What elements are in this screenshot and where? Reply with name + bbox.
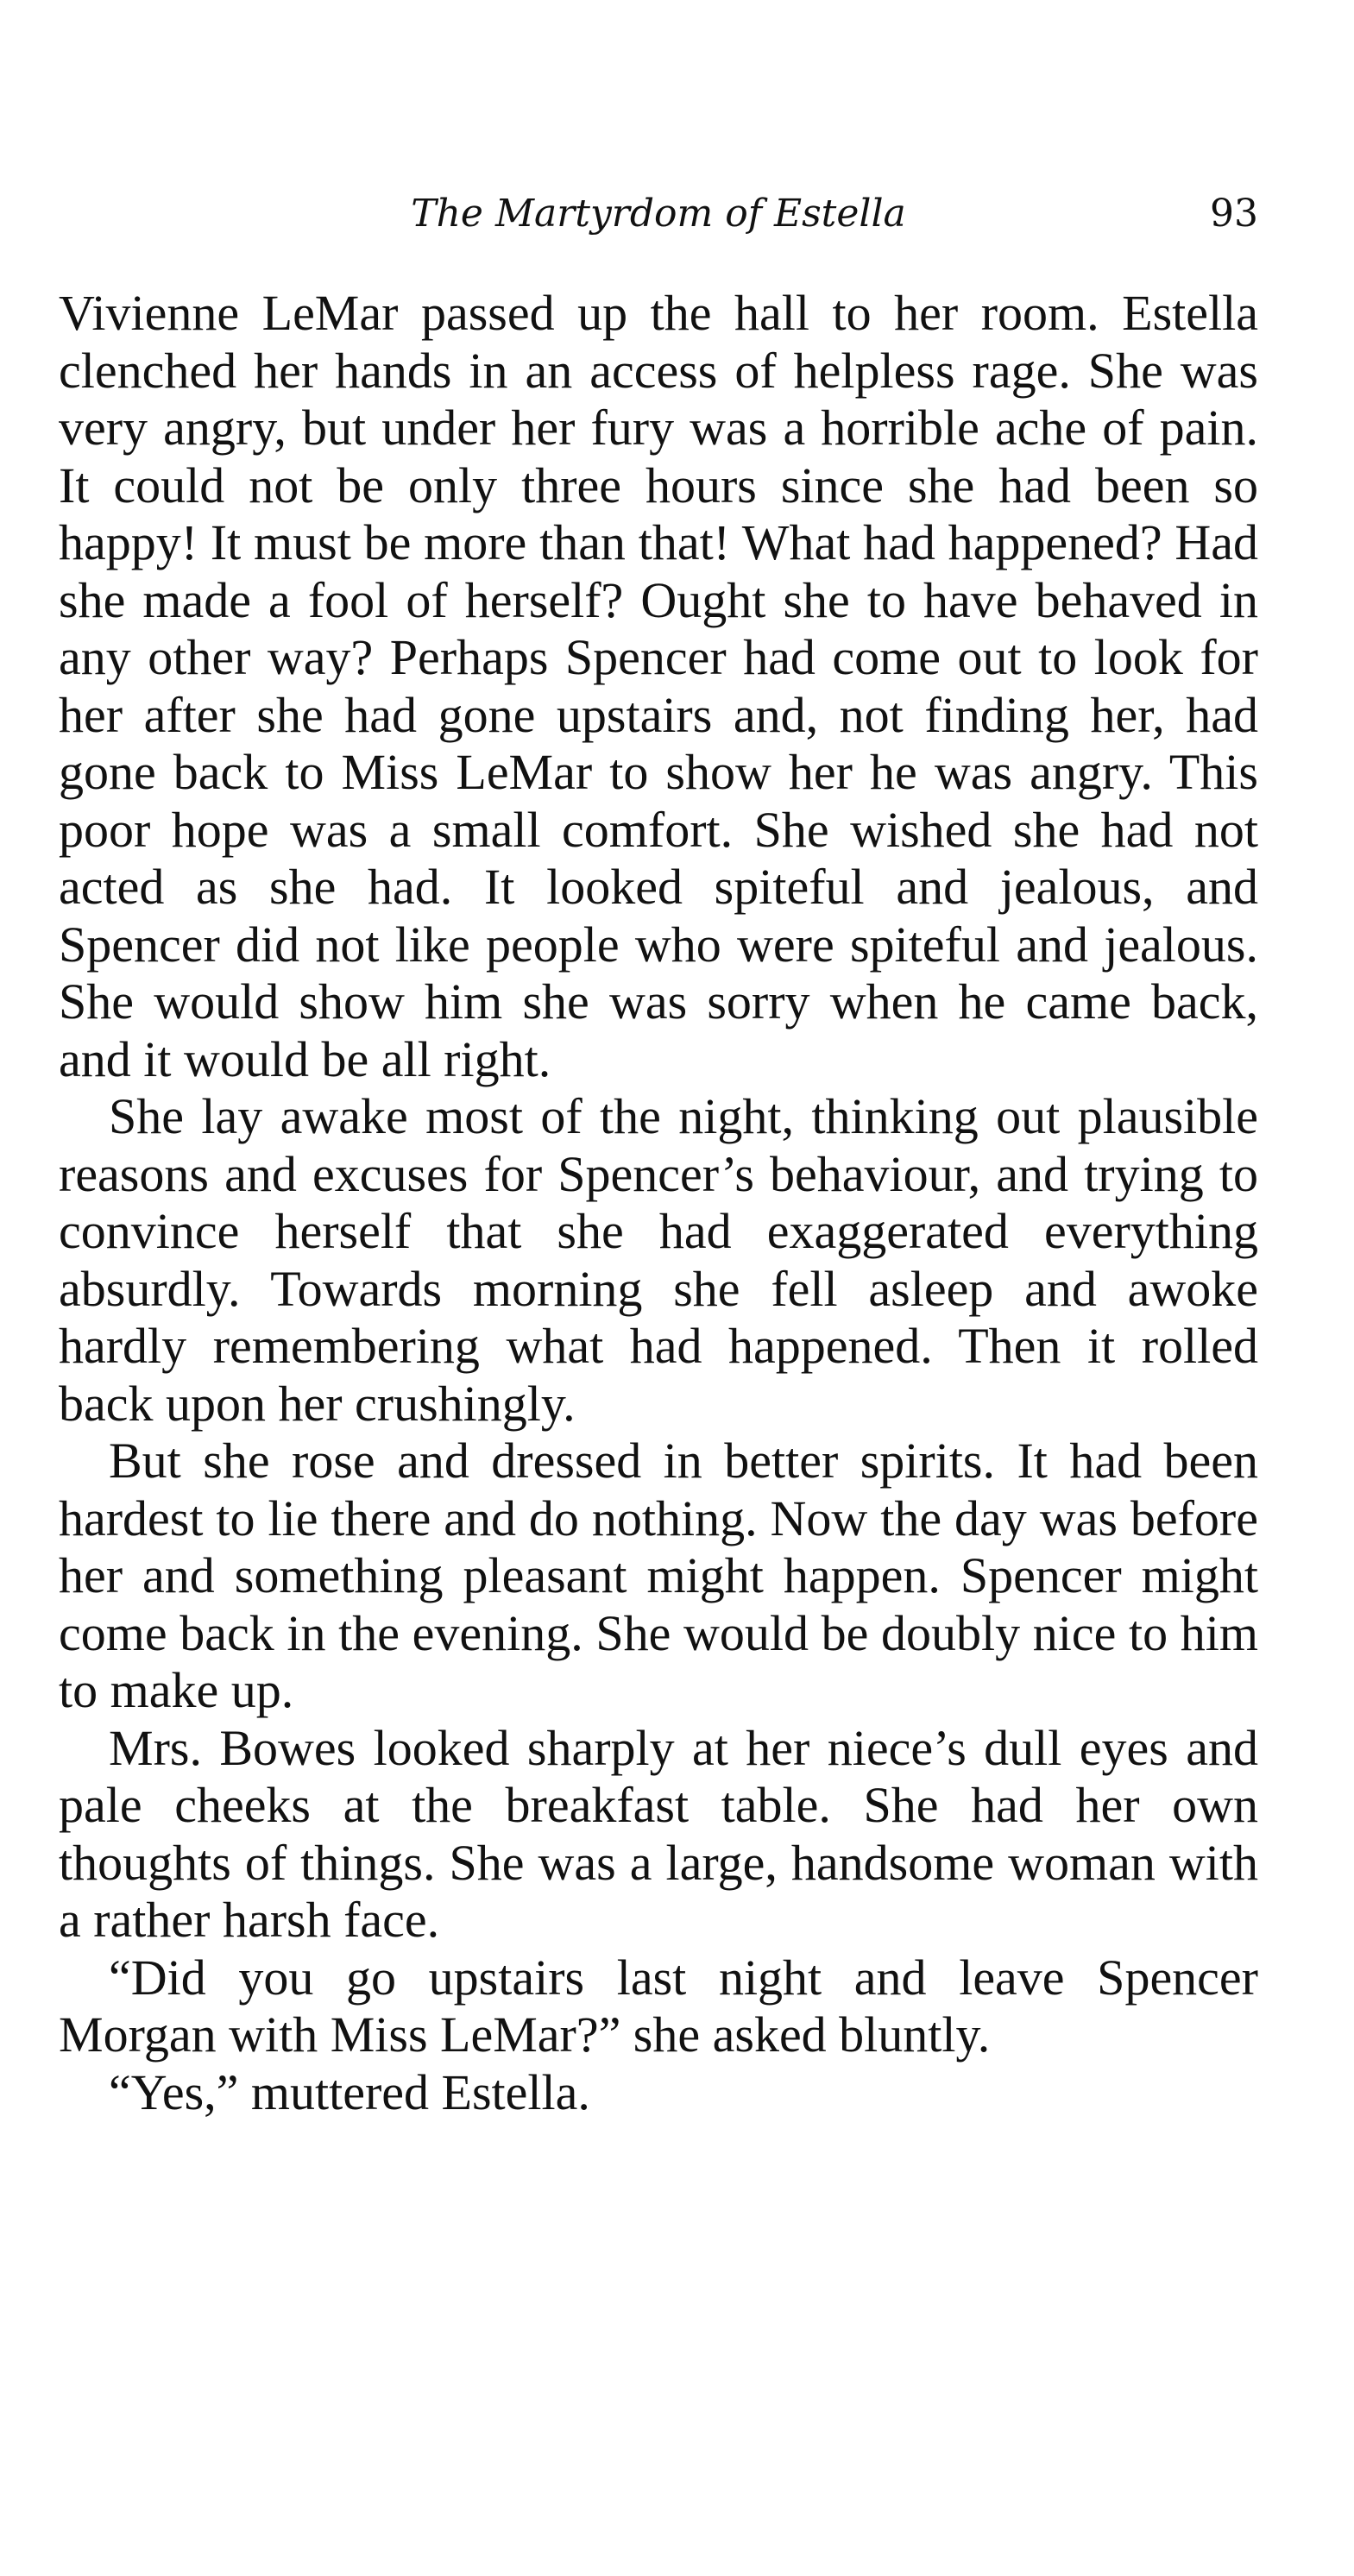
paragraph: Mrs. Bowes looked sharply at her niece’s dull eyes and pale cheeks at the breakfast table. She had her own thoughts of things. She was a large, handsome woman with a rather harsh face.	[59, 1719, 1258, 1948]
paragraph: “Yes,” muttered Estella.	[109, 2063, 590, 2120]
paragraph: But she rose and dressed in better spirits. It had been hardest to lie there and do nothing. Now the day was before her and something pleasant might happen. Spencer might come back in the evening. She would be doubly nice to him to make up.	[59, 1433, 1258, 1718]
running-head	[59, 192, 1258, 252]
paragraph: Vivienne LeMar passed up the hall to her room. Estella clenched her hands in an access of helpless rage. She was very angry, but under her fury was a horrible ache of pain. It could not be only three hours since she had been so happy! It must be more than that! What had happened? Had she made a fool of herself? Ought she to have behaved in any other way? Perhaps Spencer had come out to look for her after she had gone upstairs and, not finding her, had gone back to Miss LeMar to show her he was angry. This poor hope was a small comfort. She wished she had not acted as she had. It looked spiteful and jealous, and Spencer did not like people who were spiteful and jealous. She would show him she was sorry when he came back, and it would be all right.	[59, 285, 1258, 1087]
running-title: The Martyrdom of Estella	[411, 192, 906, 236]
body-text	[59, 285, 1258, 2121]
paragraph: “Did you go upstairs last night and leave Spencer Morgan with Miss LeMar?” she asked bluntly.	[59, 1949, 1258, 2063]
paragraph: She lay awake most of the night, thinking out plausible reasons and excuses for Spencer’s behaviour, and trying to convince herself that she had exaggerated everything absurdly. Towards morning she fell asleep and awoke hardly remembering what had happened. Then it rolled back upon her crushingly.	[59, 1088, 1258, 1432]
page-number: 93	[1210, 192, 1258, 236]
